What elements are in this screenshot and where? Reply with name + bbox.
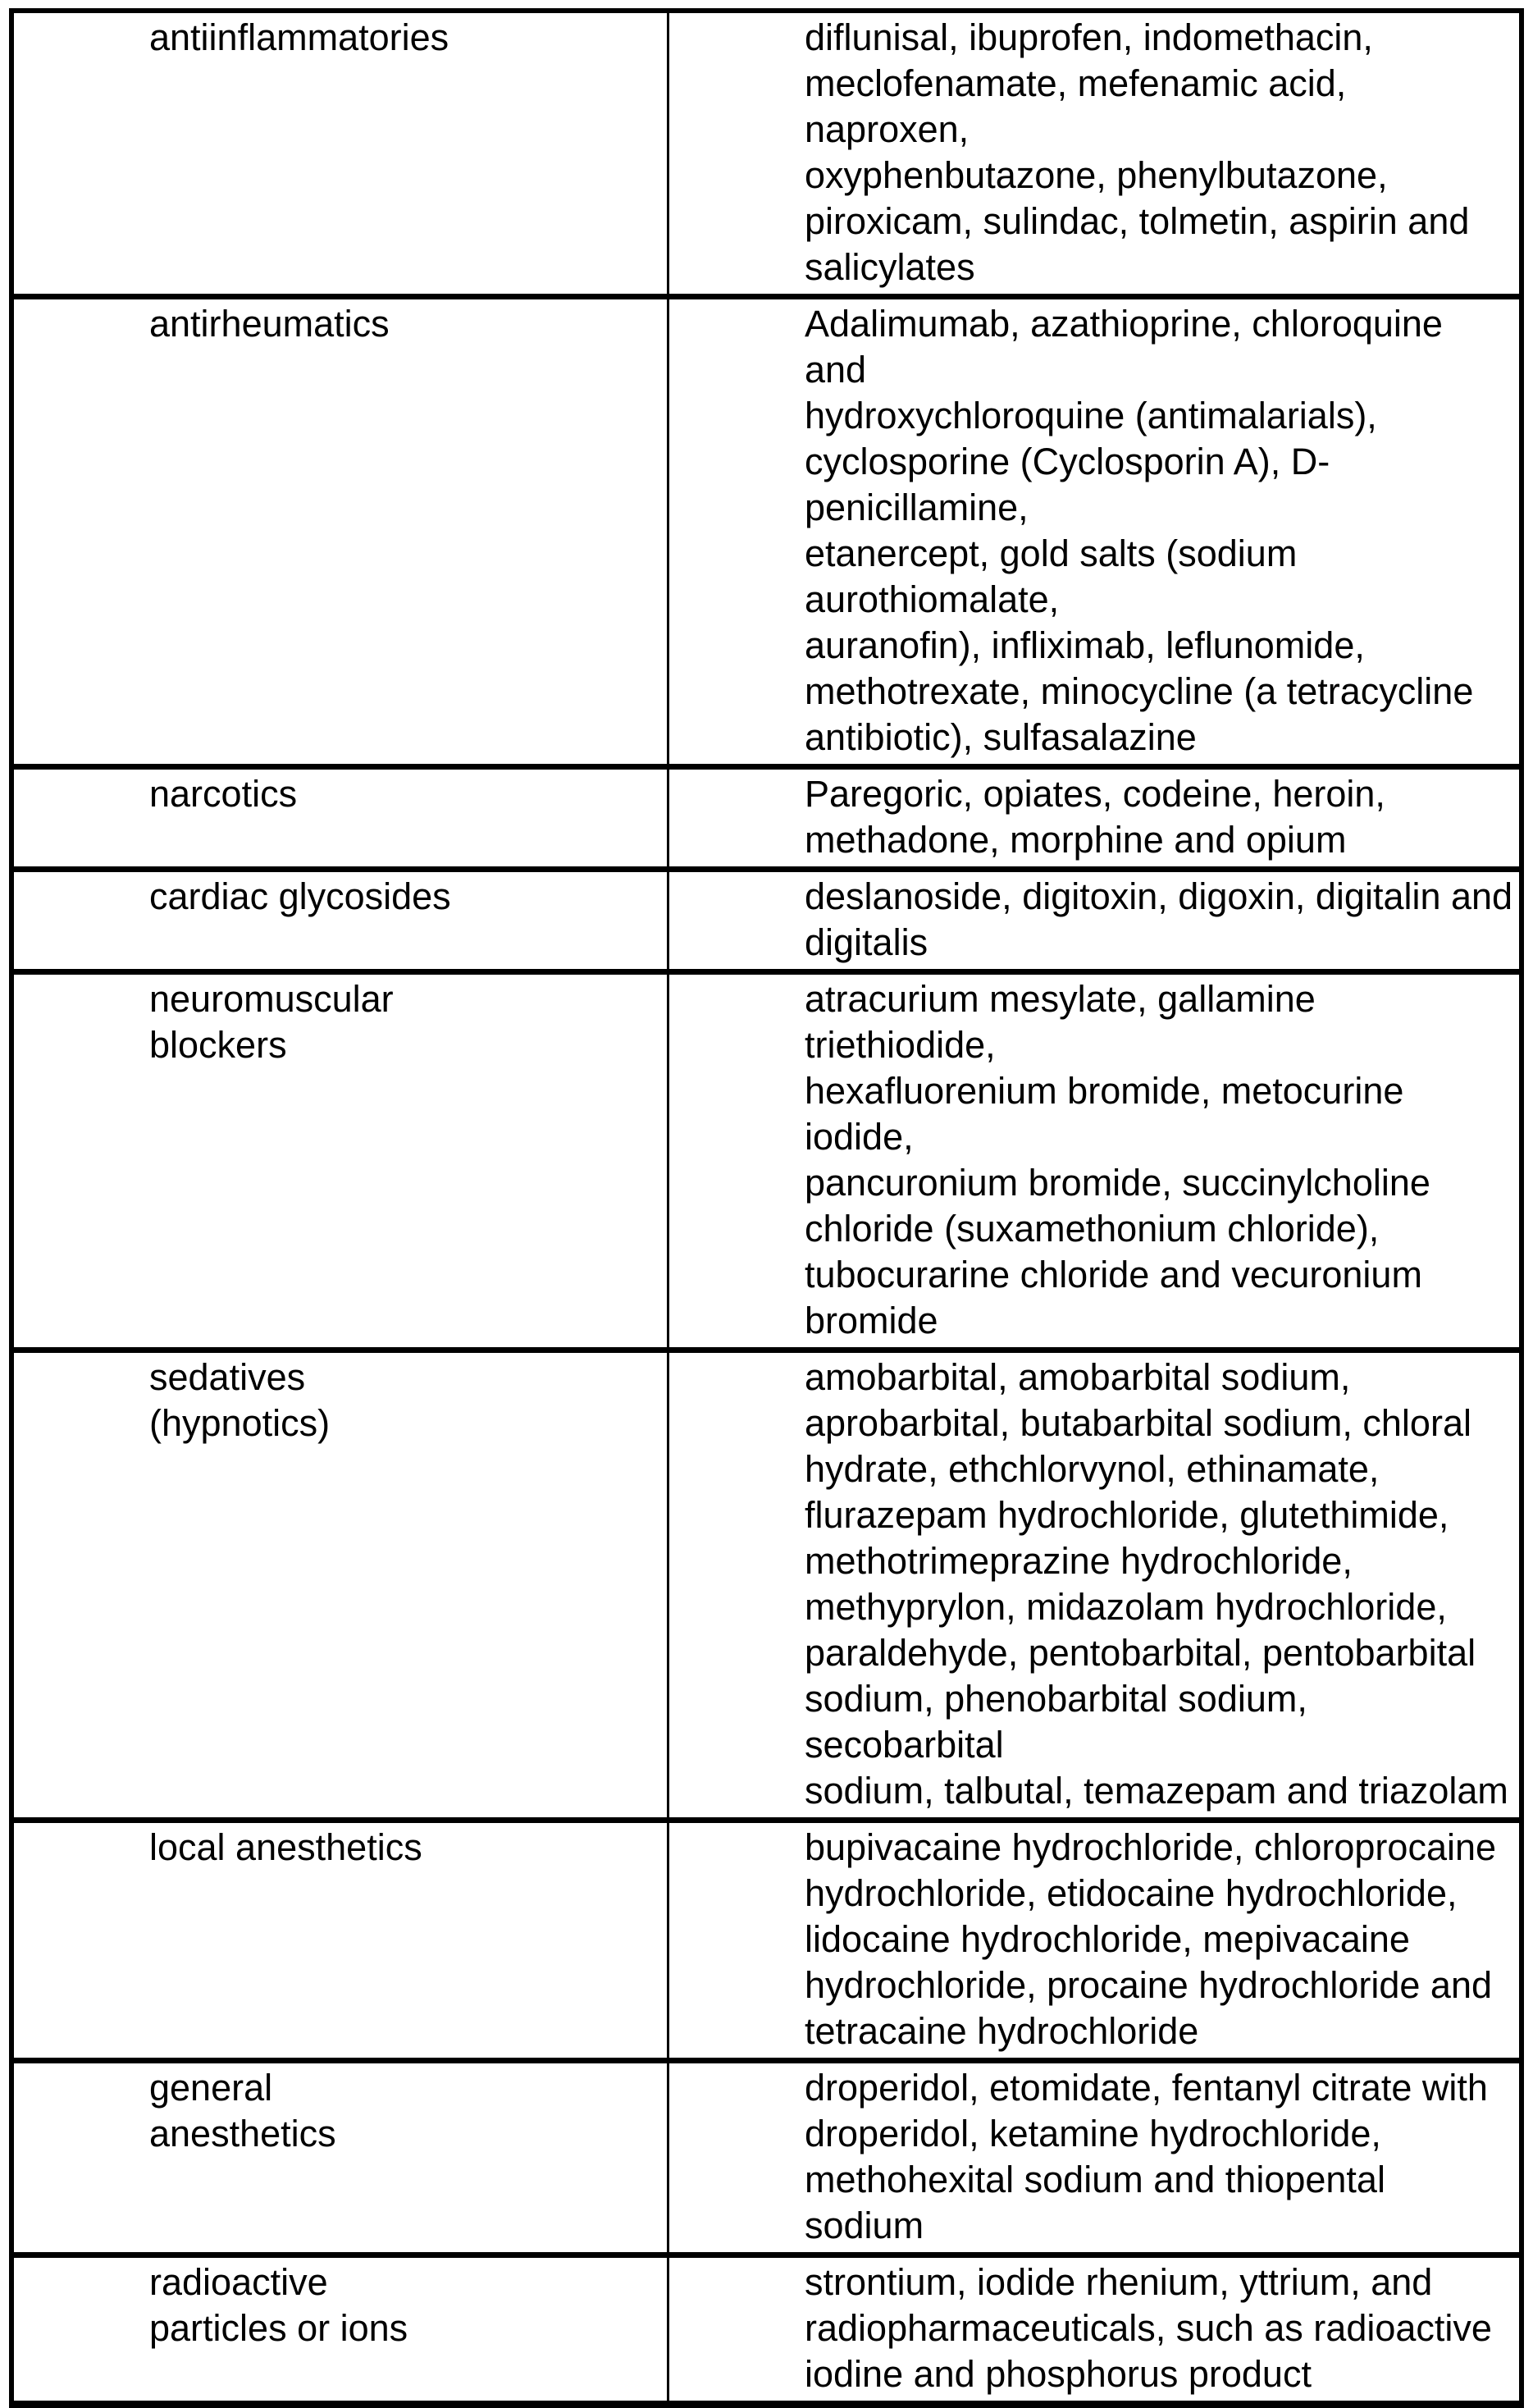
drug-category-cell: general anesthetics bbox=[11, 2061, 668, 2255]
drug-category-cell: local anesthetics bbox=[11, 1821, 668, 2061]
drug-category-cell: neuromuscular blockers bbox=[11, 972, 668, 1350]
drug-category-cell: antirheumatics bbox=[11, 297, 668, 767]
table-row-radioactive-particles bbox=[11, 2255, 1522, 2405]
table-row-antiinflammatories bbox=[11, 11, 1522, 297]
drug-list-cell: droperidol, etomidate, fentanyl citrate with droperidol, ketamine hydrochloride, methohexital sodium and thiopental sodium bbox=[668, 2061, 1522, 2255]
table-row-local-anesthetics bbox=[11, 1821, 1522, 2061]
table-row-antirheumatics bbox=[11, 297, 1522, 767]
table-row-general-anesthetics bbox=[11, 2061, 1522, 2255]
drug-list-cell: bupivacaine hydrochloride, chloroprocaine hydrochloride, etidocaine hydrochloride, lidocaine hydrochloride, mepivacaine hydrochloride, procaine hydrochloride and tetracaine hydrochloride bbox=[668, 1821, 1522, 2061]
drug-list-cell: Paregoric, opiates, codeine, heroin, methadone, morphine and opium bbox=[668, 767, 1522, 870]
table-row-neuromuscular-blockers bbox=[11, 972, 1522, 1350]
drug-list-cell: atracurium mesylate, gallamine triethiodide, hexafluorenium bromide, metocurine iodide, pancuronium bromide, succinylcholine chloride (suxamethonium chloride), tubocurarine chloride and vecuronium bromide bbox=[668, 972, 1522, 1350]
drug-list-cell: Adalimumab, azathioprine, chloroquine and hydroxychloroquine (antimalarials), cyclosporine (Cyclosporin A), D-penicillamine, etanercept, gold salts (sodium aurothiomalate, auranofin), infliximab, leflunomide, methotrexate, minocycline (a tetracycline antibiotic), sulfasalazine bbox=[668, 297, 1522, 767]
drug-category-cell: sedatives (hypnotics) bbox=[11, 1350, 668, 1821]
drug-category-cell: cardiac glycosides bbox=[11, 870, 668, 972]
drug-category-cell: antiinflammatories bbox=[11, 11, 668, 297]
table-row-sedatives bbox=[11, 1350, 1522, 1821]
drug-list-cell: strontium, iodide rhenium, yttrium, and radiopharmaceuticals, such as radioactive iodine and phosphorus product bbox=[668, 2255, 1522, 2405]
drug-categories-table bbox=[9, 8, 1524, 2408]
drug-category-cell: radioactive particles or ions bbox=[11, 2255, 668, 2405]
drug-category-cell: narcotics bbox=[11, 767, 668, 870]
drug-list-cell: amobarbital, amobarbital sodium, aprobarbital, butabarbital sodium, chloral hydrate, ethchlorvynol, ethinamate, flurazepam hydrochloride, glutethimide, methotrimeprazine hydrochloride, methyprylon, midazolam hydrochloride, paraldehyde, pentobarbital, pentobarbital sodium, phenobarbital sodium, secobarbital sodium, talbutal, temazepam and triazolam bbox=[668, 1350, 1522, 1821]
drug-list-cell: deslanoside, digitoxin, digoxin, digitalin and digitalis bbox=[668, 870, 1522, 972]
table-row-narcotics bbox=[11, 767, 1522, 870]
drug-list-cell: diflunisal, ibuprofen, indomethacin, meclofenamate, mefenamic acid, naproxen, oxyphenbutazone, phenylbutazone, piroxicam, sulindac, tolmetin, aspirin and salicylates bbox=[805, 16, 1470, 288]
table-row-cardiac-glycosides bbox=[11, 870, 1522, 972]
